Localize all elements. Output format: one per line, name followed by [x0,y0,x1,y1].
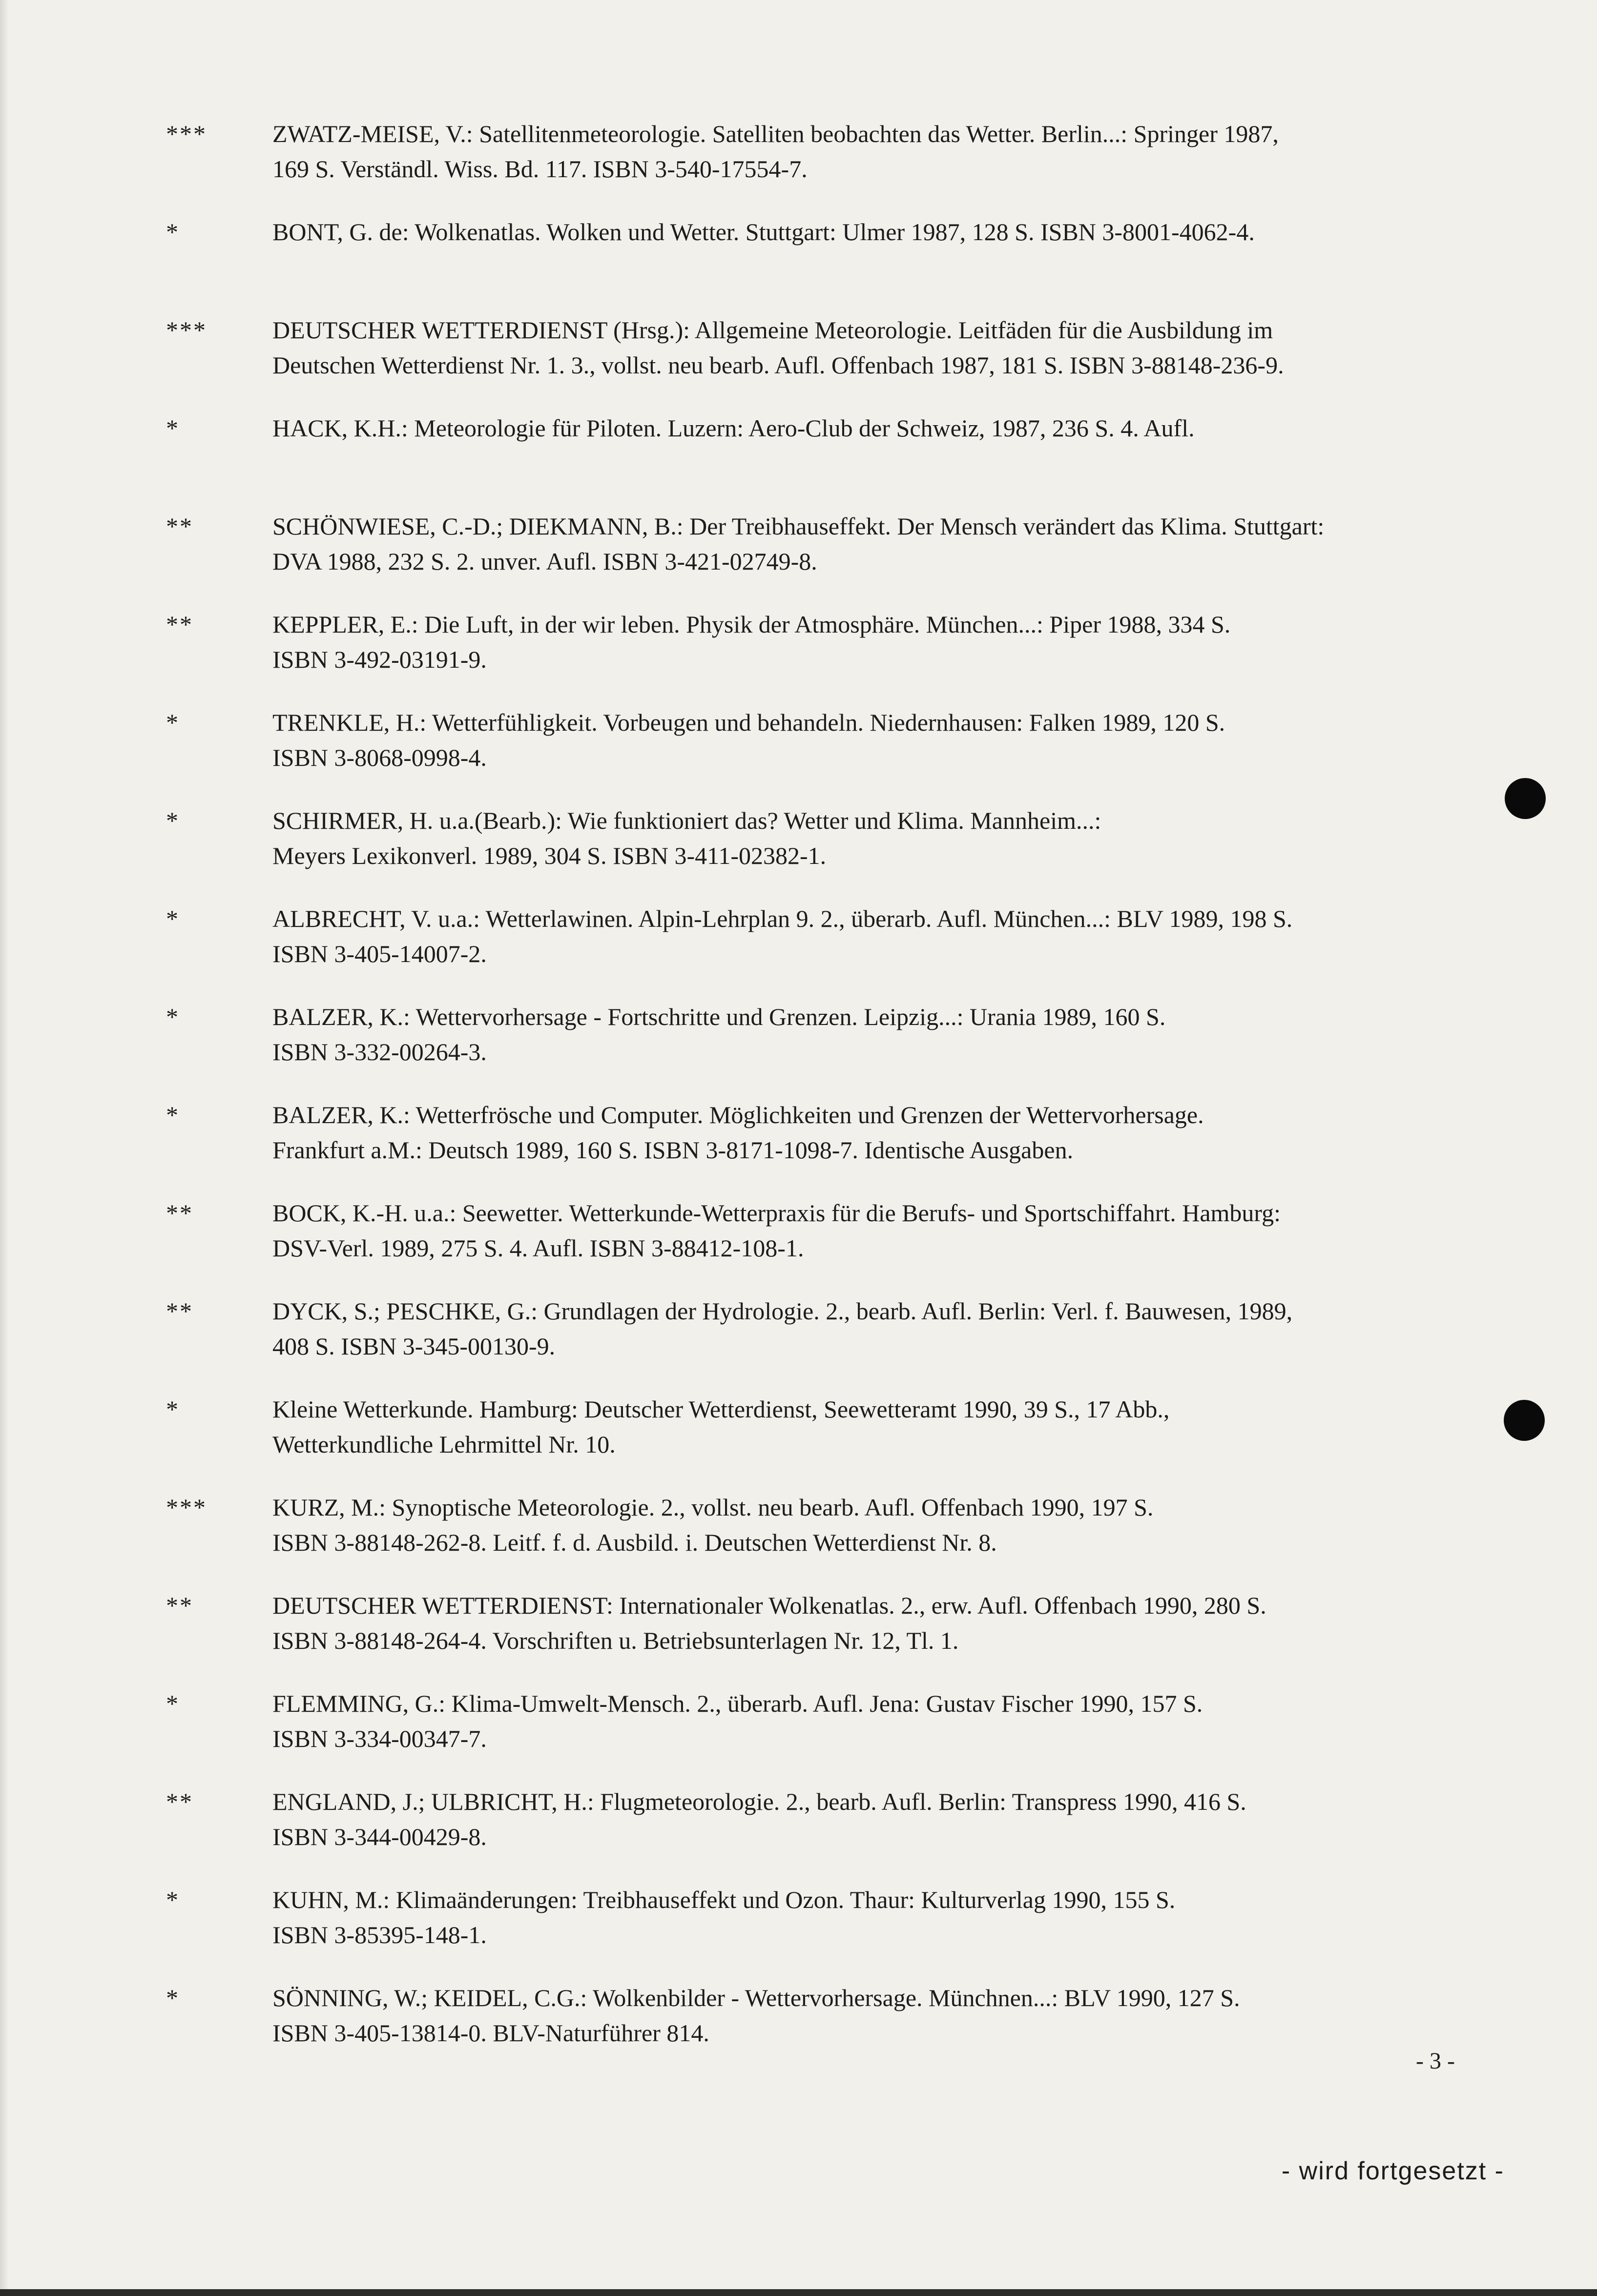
bibliography-list [166,116,1479,2078]
entry-line: ISBN 3-8068-0998-4. [272,744,487,771]
entry-text [272,1980,1478,2050]
rating-stars: * [166,807,180,834]
rating-stars: * [166,414,180,442]
entry-line: ALBRECHT, V. u.a.: Wetterlawinen. Alpin-Lehrplan 9. 2., überarb. Aufl. München...: BLV 1989, 198 S. [272,905,1293,932]
entry-line: ISBN 3-405-14007-2. [272,940,487,967]
entry-text [272,1293,1478,1364]
entry-line: ISBN 3-405-13814-0. BLV-Naturführer 814. [272,2019,709,2047]
bibliography-entry [166,214,1479,312]
entry-text [272,410,1478,446]
entry-line: 169 S. Verständl. Wiss. Bd. 117. ISBN 3-540-17554-7. [272,155,808,183]
scan-bottom-edge [0,2289,1597,2296]
rating-stars: * [166,1886,180,1913]
bibliography-entry [166,999,1479,1097]
entry-line: KURZ, M.: Synoptische Meteorologie. 2., vollst. neu bearb. Aufl. Offenbach 1990, 197 S. [272,1494,1154,1521]
entry-text [272,1195,1478,1266]
entry-line: TRENKLE, H.: Wetterfühligkeit. Vorbeugen und behandeln. Niedernhausen: Falken 1989, 120 S. [272,709,1225,736]
entry-line: ISBN 3-332-00264-3. [272,1038,487,1066]
entry-text [272,1490,1478,1560]
rating-stars: ** [166,1297,193,1325]
entry-line: ISBN 3-88148-262-8. Leitf. f. d. Ausbild. i. Deutschen Wetterdienst Nr. 8. [272,1529,997,1556]
entry-line: DSV-Verl. 1989, 275 S. 4. Aufl. ISBN 3-88412-108-1. [272,1234,804,1262]
entry-text [272,214,1478,249]
entry-line: SCHIRMER, H. u.a.(Bearb.): Wie funktioniert das? Wetter und Klima. Mannheim...: [272,807,1101,834]
entry-text [272,999,1478,1069]
entry-line: FLEMMING, G.: Klima-Umwelt-Mensch. 2., überarb. Aufl. Jena: Gustav Fischer 1990, 157 S. [272,1690,1203,1717]
bibliography-entry [166,1195,1479,1293]
entry-line: SÖNNING, W.; KEIDEL, C.G.: Wolkenbilder - Wettervorhersage. Münchnen...: BLV 1990, 127 S. [272,1984,1240,2011]
entry-text [272,1882,1478,1952]
rating-stars: * [166,1690,180,1717]
bibliography-entry [166,1392,1479,1490]
entry-line: Wetterkundliche Lehrmittel Nr. 10. [272,1431,616,1458]
punch-hole [1505,778,1546,819]
rating-stars: * [166,1101,180,1128]
entry-line: ISBN 3-344-00429-8. [272,1823,487,1850]
entry-line: ISBN 3-334-00347-7. [272,1725,487,1752]
rating-stars: * [166,1395,180,1423]
entry-text [272,607,1478,677]
entry-line: BONT, G. de: Wolkenatlas. Wolken und Wetter. Stuttgart: Ulmer 1987, 128 S. ISBN 3-8001-4062-4. [272,218,1255,246]
entry-line: ISBN 3-88148-264-4. Vorschriften u. Betriebsunterlagen Nr. 12, Tl. 1. [272,1627,959,1654]
entry-text [272,312,1478,383]
entry-line: ZWATZ-MEISE, V.: Satellitenmeteorologie. Satelliten beobachten das Wetter. Berlin...: Springer 1987, [272,120,1279,147]
punch-hole [1504,1400,1545,1441]
entry-line: Deutschen Wetterdienst Nr. 1. 3., vollst. neu bearb. Aufl. Offenbach 1987, 181 S. ISBN 3-88148-236-9. [272,351,1284,379]
bibliography-entry [166,410,1479,509]
entry-text [272,116,1478,186]
entry-line: DVA 1988, 232 S. 2. unver. Aufl. ISBN 3-421-02749-8. [272,548,817,575]
rating-stars: ** [166,1788,193,1815]
bibliography-entry [166,509,1479,607]
entry-line: BOCK, K.-H. u.a.: Seewetter. Wetterkunde-Wetterpraxis für die Berufs- und Sportschiffahrt. Hamburg: [272,1199,1281,1227]
bibliography-entry [166,1882,1479,1980]
bibliography-entry [166,607,1479,705]
entry-line: DYCK, S.; PESCHKE, G.: Grundlagen der Hydrologie. 2., bearb. Aufl. Berlin: Verl. f. Bauwesen, 1989, [272,1297,1293,1325]
entry-text [272,1784,1478,1854]
entry-text [272,509,1478,579]
rating-stars: * [166,1003,180,1030]
bibliography-entry [166,116,1479,214]
rating-stars: *** [166,316,207,344]
entry-text [272,1686,1478,1756]
entry-line: HACK, K.H.: Meteorologie für Piloten. Luzern: Aero-Club der Schweiz, 1987, 236 S. 4. Aufl. [272,414,1195,442]
entry-line: ISBN 3-492-03191-9. [272,646,487,673]
bibliography-entry [166,312,1479,410]
entry-line: ISBN 3-85395-148-1. [272,1921,487,1948]
bibliography-entry [166,1588,1479,1686]
continued-note: - wird fortgesetzt - [1281,2157,1504,2185]
entry-line: Meyers Lexikonverl. 1989, 304 S. ISBN 3-411-02382-1. [272,842,827,869]
bibliography-entry [166,1784,1479,1882]
entry-line: 408 S. ISBN 3-345-00130-9. [272,1332,556,1360]
entry-text [272,1588,1478,1658]
bibliography-entry [166,901,1479,999]
bibliography-entry [166,1490,1479,1588]
bibliography-entry [166,705,1479,803]
rating-stars: ** [166,611,193,638]
page-number: - 3 - [1416,2048,1455,2074]
entry-line: Frankfurt a.M.: Deutsch 1989, 160 S. ISBN 3-8171-1098-7. Identische Ausgaben. [272,1136,1074,1164]
rating-stars: * [166,905,180,932]
entry-line: Kleine Wetterkunde. Hamburg: Deutscher Wetterdienst, Seewetteramt 1990, 39 S., 17 Abb., [272,1395,1170,1423]
entry-line: ENGLAND, J.; ULBRICHT, H.: Flugmeteorologie. 2., bearb. Aufl. Berlin: Transpress 1990, 416 S. [272,1788,1246,1815]
entry-line: DEUTSCHER WETTERDIENST (Hrsg.): Allgemeine Meteorologie. Leitfäden für die Ausbildung im [272,316,1273,344]
rating-stars: ** [166,1199,193,1227]
entry-line: KEPPLER, E.: Die Luft, in der wir leben. Physik der Atmosphäre. München...: Piper 1988, 334 S. [272,611,1231,638]
entry-text [272,901,1478,971]
rating-stars: * [166,1984,180,2011]
bibliography-entry [166,1980,1479,2078]
rating-stars: ** [166,512,193,540]
entry-line: BALZER, K.: Wettervorhersage - Fortschritte und Grenzen. Leipzig...: Urania 1989, 160 S. [272,1003,1166,1030]
rating-stars: ** [166,1592,193,1619]
entry-text [272,705,1478,775]
entry-text [272,803,1478,873]
bibliography-entry [166,803,1479,901]
bibliography-entry [166,1097,1479,1195]
page-edge-shadow [0,0,9,2296]
bibliography-entry [166,1686,1479,1784]
entry-line: SCHÖNWIESE, C.-D.; DIEKMANN, B.: Der Treibhauseffekt. Der Mensch verändert das Klima. Stuttgart: [272,512,1325,540]
entry-line: KUHN, M.: Klimaänderungen: Treibhauseffekt und Ozon. Thaur: Kulturverlag 1990, 155 S. [272,1886,1176,1913]
entry-line: BALZER, K.: Wetterfrösche und Computer. Möglichkeiten und Grenzen der Wettervorhersage. [272,1101,1204,1128]
rating-stars: *** [166,120,207,147]
entry-text [272,1097,1478,1168]
rating-stars: * [166,218,180,246]
rating-stars: * [166,709,180,736]
entry-text [272,1392,1478,1462]
bibliography-entry [166,1293,1479,1392]
entry-line: DEUTSCHER WETTERDIENST: Internationaler Wolkenatlas. 2., erw. Aufl. Offenbach 1990, 280 S. [272,1592,1266,1619]
rating-stars: *** [166,1494,207,1521]
